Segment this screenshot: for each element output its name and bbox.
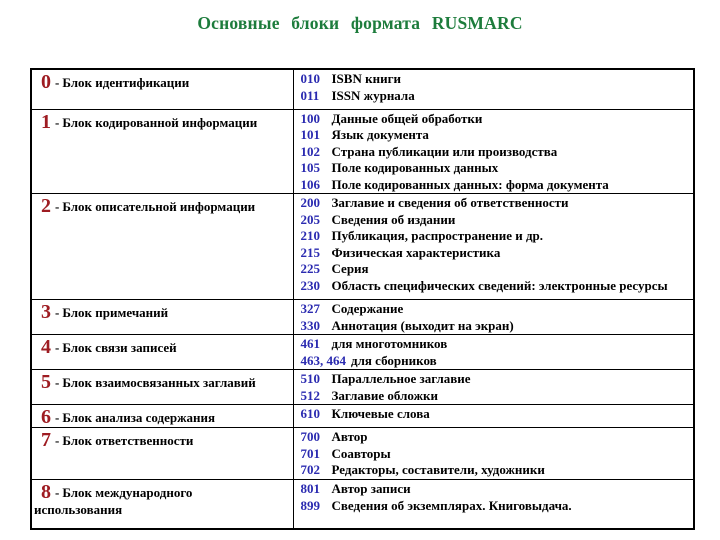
field-code: 205 — [300, 211, 320, 227]
field-label: Содержание — [331, 301, 404, 316]
block-label: Блок анализа содержания — [62, 410, 216, 425]
table-row — [31, 480, 694, 529]
field-code: 899 — [300, 497, 320, 513]
block-separator: - — [55, 485, 60, 500]
field-label: Редакторы, составители, художники — [331, 462, 545, 477]
field-code: 105 — [300, 160, 320, 175]
block-number: 2 — [41, 195, 51, 217]
field-label: Страна публикации или производства — [331, 143, 558, 159]
field-code: 102 — [300, 143, 320, 159]
block-number: 7 — [41, 429, 51, 451]
table-body — [31, 69, 694, 529]
block-cell — [31, 480, 293, 529]
field-label: Параллельное заглавие — [331, 371, 471, 386]
field-label: Аннотация (выходит на экран) — [331, 317, 514, 333]
field-code: 010 — [300, 71, 320, 86]
block-number: 0 — [41, 71, 51, 93]
slide — [0, 13, 720, 540]
field-code: 463, 464 — [300, 352, 346, 368]
field-line — [301, 261, 692, 278]
block-number: 4 — [41, 336, 51, 358]
field-label: Публикация, распространение и др. — [331, 228, 544, 243]
field-label: Заглавие обложки — [331, 387, 438, 403]
field-line — [301, 195, 692, 212]
block-separator: - — [55, 375, 60, 390]
field-label: Соавторы — [331, 445, 391, 461]
fields-cell — [293, 194, 694, 300]
field-code: 801 — [300, 481, 320, 496]
table-row — [31, 335, 694, 370]
field-code: 011 — [300, 87, 320, 103]
block-separator: - — [55, 410, 60, 425]
block-cell — [31, 370, 293, 405]
field-code: 701 — [300, 445, 320, 461]
block-label: Блок кодированной информации — [62, 114, 258, 130]
fields-cell — [293, 405, 694, 428]
field-line — [301, 336, 692, 353]
block-label: Блок взаимосвязанных заглавий — [62, 375, 256, 390]
block-separator: - — [55, 199, 60, 214]
field-label: Область специфических сведений: электронные ресурсы — [331, 277, 668, 293]
table-row — [31, 194, 694, 300]
block-separator: - — [55, 114, 60, 130]
block-label: Блок идентификации — [62, 75, 190, 90]
fields-cell — [293, 428, 694, 480]
block-label: Блок ответственности — [62, 433, 194, 448]
page-title: Основные блоки формата RUSMARC — [197, 13, 523, 33]
field-label: Сведения об издании — [331, 211, 456, 227]
block-label: Блок международного использования — [34, 485, 193, 517]
block-number: 3 — [41, 301, 51, 323]
block-cell — [31, 335, 293, 370]
field-code: 106 — [300, 176, 320, 192]
fields-cell — [293, 335, 694, 370]
field-line — [301, 353, 692, 370]
block-number: 6 — [41, 406, 51, 428]
field-line — [301, 406, 692, 423]
field-label: Поле кодированных данных — [331, 160, 499, 175]
field-line — [301, 111, 692, 128]
field-code: 225 — [300, 261, 320, 276]
field-code: 101 — [300, 127, 320, 142]
field-label: Язык документа — [331, 127, 429, 142]
field-code: 510 — [300, 371, 320, 386]
block-cell — [31, 194, 293, 300]
table-row — [31, 300, 694, 335]
field-code: 100 — [300, 110, 320, 126]
field-line — [301, 429, 692, 446]
fields-cell — [293, 69, 694, 109]
block-number: 1 — [41, 110, 51, 133]
block-label: Блок описательной информации — [62, 199, 256, 214]
field-line — [301, 228, 692, 245]
field-label: для сборников — [351, 352, 437, 368]
block-separator: - — [55, 433, 60, 448]
block-number: 5 — [41, 371, 51, 393]
fields-cell — [293, 480, 694, 529]
field-code: 215 — [300, 244, 320, 260]
block-label: Блок примечаний — [62, 305, 169, 320]
rusmarc-blocks-table — [30, 68, 695, 530]
field-code: 330 — [300, 317, 320, 333]
field-code: 512 — [300, 387, 320, 403]
field-line — [301, 446, 692, 463]
field-label: Автор — [331, 429, 368, 444]
field-line — [301, 88, 692, 105]
field-line — [301, 371, 692, 388]
block-cell — [31, 109, 293, 194]
field-line — [301, 177, 692, 194]
field-label: Сведения об экземплярах. Книговыдача. — [331, 497, 572, 513]
field-line — [301, 245, 692, 262]
field-line — [301, 481, 692, 498]
field-code: 230 — [300, 277, 320, 293]
block-separator: - — [55, 305, 60, 320]
field-label: ISBN книги — [331, 71, 401, 86]
field-label: Автор записи — [331, 481, 411, 496]
table-row — [31, 428, 694, 480]
table-row — [31, 69, 694, 109]
field-label: Физическая характеристика — [331, 244, 501, 260]
block-cell — [31, 405, 293, 428]
field-code: 210 — [300, 228, 320, 243]
fields-cell — [293, 109, 694, 194]
table-row — [31, 405, 694, 428]
field-code: 700 — [300, 429, 320, 444]
field-code: 461 — [300, 336, 320, 351]
field-line — [301, 388, 692, 405]
block-label: Блок связи записей — [62, 340, 177, 355]
field-line — [301, 144, 692, 161]
field-code: 200 — [300, 195, 320, 210]
field-line — [301, 462, 692, 479]
field-label: Данные общей обработки — [331, 110, 483, 126]
block-cell — [31, 428, 293, 480]
field-label: Ключевые слова — [331, 406, 430, 421]
field-line — [301, 127, 692, 144]
table-row — [31, 109, 694, 194]
field-label: ISSN журнала — [331, 87, 415, 103]
field-label: для многотомников — [331, 336, 448, 351]
field-label: Поле кодированных данных: форма документа — [331, 176, 609, 192]
block-cell — [31, 300, 293, 335]
block-separator: - — [55, 340, 60, 355]
field-label: Серия — [331, 261, 369, 276]
field-line — [301, 160, 692, 177]
field-line — [301, 278, 692, 295]
field-line — [301, 301, 692, 318]
field-label: Заглавие и сведения об ответственности — [331, 195, 569, 210]
field-line — [301, 71, 692, 88]
fields-cell — [293, 300, 694, 335]
block-cell — [31, 69, 293, 109]
block-number: 8 — [41, 481, 51, 503]
field-code: 327 — [300, 301, 320, 316]
field-code: 610 — [300, 406, 320, 421]
field-line — [301, 498, 692, 515]
block-separator: - — [55, 75, 60, 90]
field-line — [301, 318, 692, 335]
fields-cell — [293, 370, 694, 405]
table-row — [31, 370, 694, 405]
field-line — [301, 212, 692, 229]
field-code: 702 — [300, 462, 320, 477]
